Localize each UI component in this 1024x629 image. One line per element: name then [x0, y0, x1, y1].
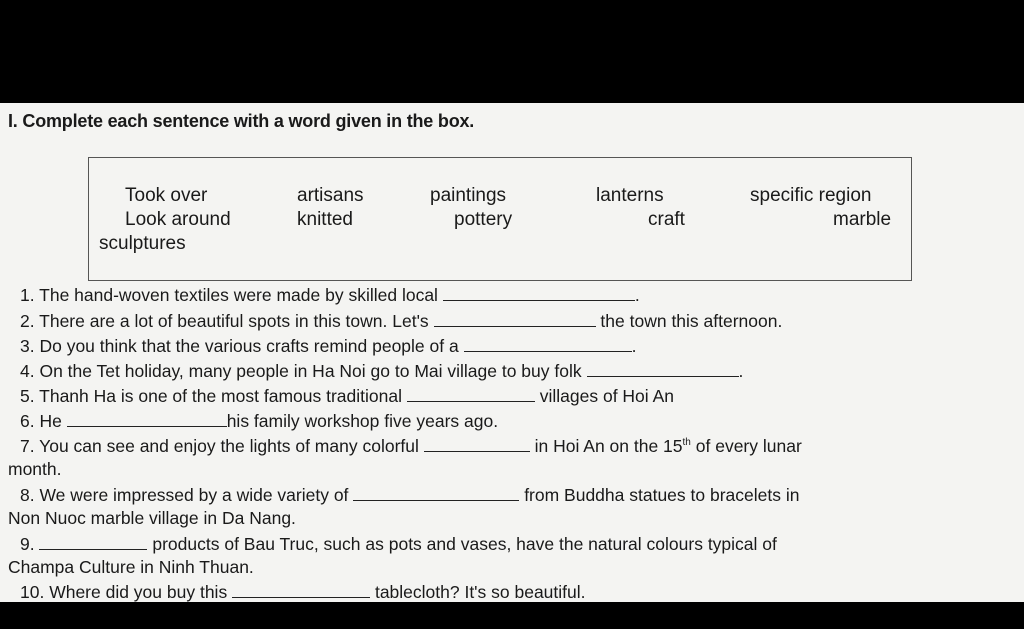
question-text: .: [631, 336, 637, 356]
answer-blank-7[interactable]: [424, 435, 530, 452]
answer-blank-5[interactable]: [407, 385, 535, 402]
answer-blank-3[interactable]: [464, 335, 632, 352]
question-text: 7. You can see and enjoy the lights of many colorful: [20, 436, 419, 456]
answer-blank-10[interactable]: [232, 581, 370, 598]
question-text: villages of Hoi An: [539, 386, 674, 406]
word-knitted: knitted: [297, 209, 353, 230]
answer-blank-9[interactable]: [39, 533, 147, 550]
word-pottery: pottery: [454, 209, 513, 230]
answer-blank-1[interactable]: [443, 284, 635, 301]
word-box: [88, 157, 912, 281]
question-2: [20, 310, 782, 332]
word-sculptures: sculptures: [99, 233, 186, 254]
word-specific-region: specific region: [750, 185, 872, 206]
word-craft: craft: [648, 209, 685, 230]
question-text: 10. Where did you buy this: [20, 582, 228, 602]
answer-blank-4[interactable]: [587, 360, 739, 377]
question-text: from Buddha statues to bracelets in: [524, 485, 800, 505]
question-1: [20, 284, 640, 306]
question-3: [20, 335, 636, 357]
question-text: 9.: [20, 534, 35, 554]
question-7-continued: month.: [8, 459, 62, 479]
question-9: [20, 533, 777, 555]
question-5: [20, 385, 674, 407]
word-marble: marble: [833, 209, 892, 230]
answer-blank-2[interactable]: [434, 310, 596, 327]
question-text: the town this afternoon.: [600, 311, 783, 331]
question-10: [20, 581, 586, 602]
question-text: 6. He: [20, 411, 62, 431]
question-text: 2. There are a lot of beautiful spots in this town. Let's: [20, 311, 429, 331]
question-text: 4. On the Tet holiday, many people in Ha Noi go to Mai village to buy folk: [20, 361, 582, 381]
question-9-continued: Champa Culture in Ninh Thuan.: [8, 557, 254, 577]
question-text: tablecloth? It's so beautiful.: [374, 582, 586, 602]
exercise-heading: I. Complete each sentence with a word given in the box.: [8, 111, 475, 131]
question-text: .: [634, 285, 640, 305]
question-text: products of Bau Truc, such as pots and vases, have the natural colours typical of: [152, 534, 777, 554]
question-8: [20, 484, 799, 506]
question-text: 1. The hand-woven textiles were made by skilled local: [20, 285, 438, 305]
top-black-band: [0, 0, 1024, 103]
question-text: 5. Thanh Ha is one of the most famous traditional: [20, 386, 402, 406]
question-text: 8. We were impressed by a wide variety of: [20, 485, 349, 505]
worksheet: [0, 103, 1024, 602]
word-lanterns: lanterns: [596, 185, 664, 206]
word-took-over: Took over: [125, 185, 208, 206]
question-4: [20, 360, 743, 382]
question-text: in Hoi An on the 15: [534, 436, 683, 456]
bottom-black-band: [0, 602, 1024, 629]
question-6: [20, 410, 498, 432]
answer-blank-8[interactable]: [353, 484, 519, 501]
question-text: of every lunar: [695, 436, 802, 456]
word-look-around: Look around: [125, 209, 231, 230]
question-text: his family workshop five years ago.: [226, 411, 499, 431]
question-7: [20, 435, 802, 457]
superscript: th: [682, 437, 691, 449]
answer-blank-6[interactable]: [67, 410, 227, 427]
question-text: 3. Do you think that the various crafts remind people of a: [20, 336, 459, 356]
question-8-continued: Non Nuoc marble village in Da Nang.: [8, 508, 296, 528]
word-paintings: paintings: [430, 185, 507, 206]
word-artisans: artisans: [297, 185, 364, 206]
question-text: .: [738, 361, 744, 381]
